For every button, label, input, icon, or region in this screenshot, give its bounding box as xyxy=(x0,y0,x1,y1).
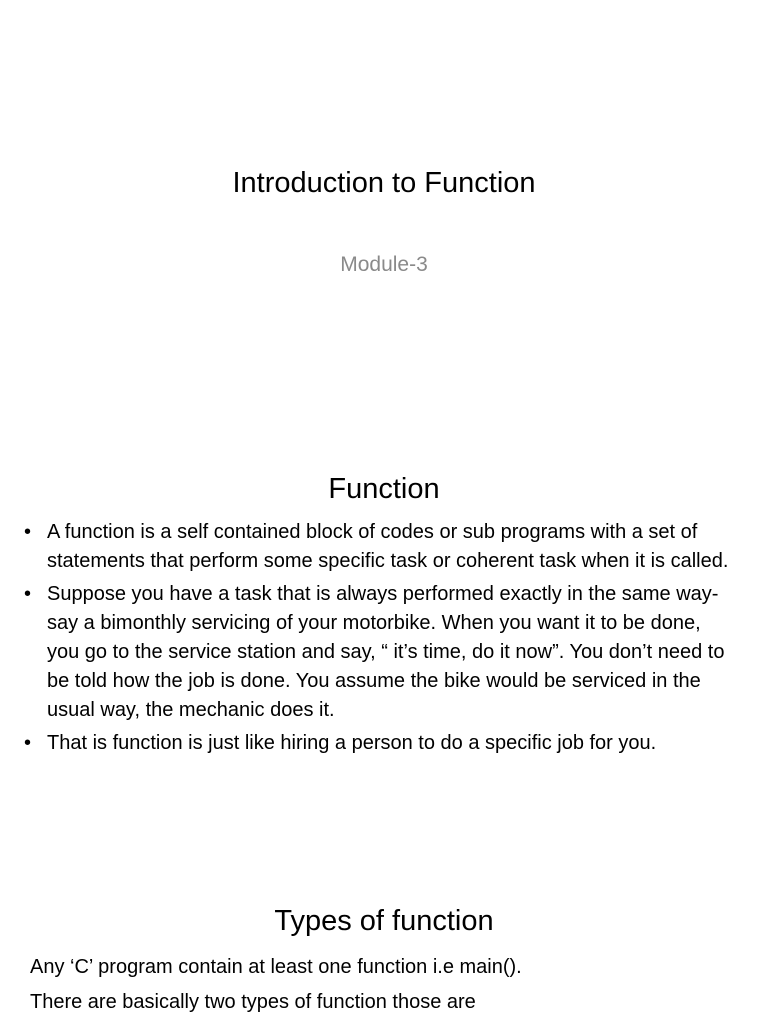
bullet-text: That is function is just like hiring a person to do a specific job for you. xyxy=(47,732,657,754)
slide-subtitle: Module-3 xyxy=(340,253,428,276)
slide-title xyxy=(0,0,768,432)
slide-types-of-function xyxy=(0,864,768,1024)
bullet-item xyxy=(22,729,732,758)
bullet-item xyxy=(22,518,732,576)
bullet-item xyxy=(22,580,732,725)
slide-function xyxy=(0,432,768,864)
bullet-icon: • xyxy=(24,521,32,543)
bullet-text: A function is a self contained block of codes or sub programs with a set of statements that perform some specific task or coherent task when it is called. xyxy=(47,521,729,572)
bullet-icon: • xyxy=(24,583,32,605)
paragraph: There are basically two types of function those are xyxy=(30,991,476,1013)
bullet-list xyxy=(22,518,732,762)
bullet-text: Suppose you have a task that is always performed exactly in the same way-say a bimonthly servicing of your motorbike. When you want it to be done, you go to the service station and say, “ it’s time, do it now”. You don’t need to be told how the job is done. You assume the bike would be serviced in the usual way, the mechanic does it. xyxy=(47,583,725,721)
bullet-icon: • xyxy=(24,732,32,754)
paragraph: Any ‘C’ program contain at least one function i.e main(). xyxy=(30,956,522,978)
slide-title-heading: Introduction to Function xyxy=(232,167,536,199)
slide-function-heading: Function xyxy=(328,473,440,505)
slide-types-heading: Types of function xyxy=(274,905,494,937)
